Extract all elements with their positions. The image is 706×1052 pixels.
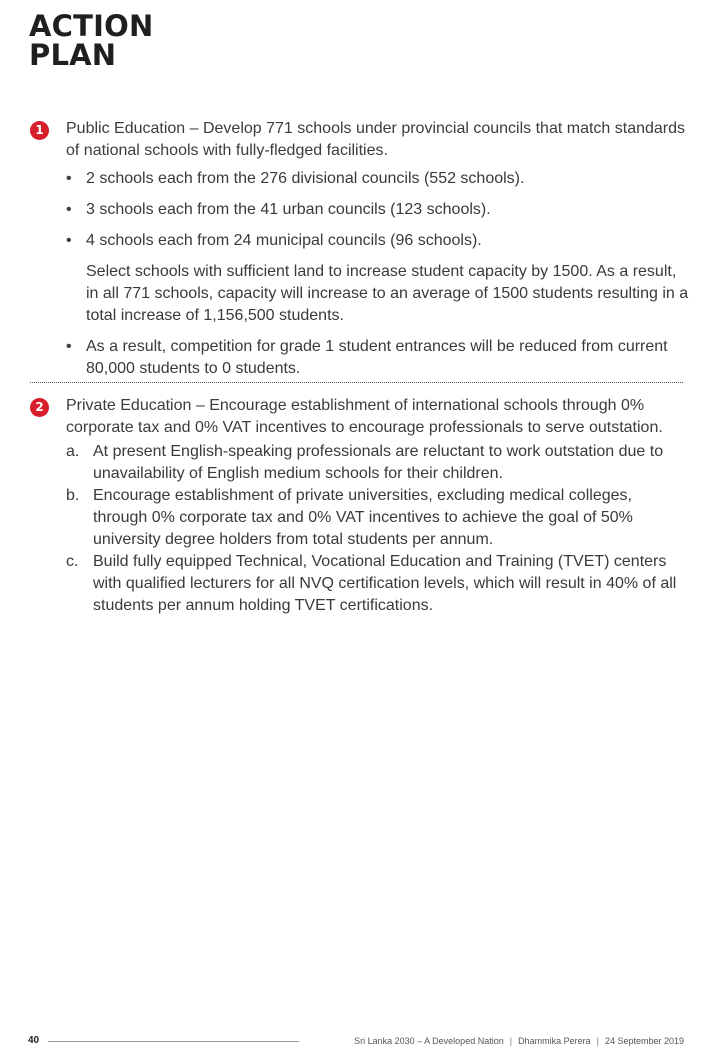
list-marker: c. — [66, 553, 79, 570]
page-title-line1: ACTION — [29, 9, 154, 43]
page-title-line2: PLAN — [29, 38, 117, 72]
section-number-badge: 2 — [30, 398, 49, 417]
lettered-list — [30, 441, 690, 617]
bullet-icon: • — [66, 170, 72, 187]
section-heading-text: Private Education – Encourage establishment of international schools through 0% corporate tax and 0% VAT incentives to encourage professionals to serve outstation. — [66, 397, 663, 436]
bullet-icon: • — [66, 338, 72, 355]
list-item-text: Build fully equipped Technical, Vocational Education and Training (TVET) centers with qualified lecturers for all NVQ certification levels, which will result in 40% of all students per annum holding TVET certifications. — [93, 553, 677, 614]
section-number-badge: 1 — [30, 121, 49, 140]
bullet-list — [30, 336, 690, 380]
list-marker: b. — [66, 487, 80, 504]
list-item — [66, 230, 690, 252]
footer-date: 24 September 2019 — [604, 1036, 684, 1046]
list-item — [66, 168, 690, 190]
list-item — [66, 336, 690, 380]
bullet-list — [30, 168, 690, 252]
section-private-education — [30, 395, 690, 617]
list-item — [66, 551, 690, 617]
section-heading-text: Public Education – Develop 771 schools under provincial councils that match standards of national schools with fully-fledged facilities. — [66, 120, 686, 159]
section-public-education — [30, 118, 690, 389]
footer-author: Dhammika Perera — [518, 1036, 591, 1046]
list-marker: a. — [66, 443, 80, 460]
capacity-paragraph: Select schools with sufficient land to increase student capacity by 1500. As a result, in all 771 schools, capacity will increase to an average of 1500 students resulting in a total increase of 1,156,500 students. — [86, 263, 689, 324]
footer-separator: | — [596, 1036, 599, 1046]
list-item-text: 2 schools each from the 276 divisional councils (552 schools). — [86, 170, 525, 187]
list-item-text: Encourage establishment of private universities, excluding medical colleges, through 0% corporate tax and 0% VAT incentives to achieve the goal of 50% university degree holders from total students per annum. — [93, 487, 633, 548]
list-item — [66, 441, 690, 485]
section-divider — [30, 382, 683, 383]
footer-publication: Sri Lanka 2030 – A Developed Nation — [354, 1036, 504, 1046]
page-title — [29, 9, 154, 72]
list-item-text: At present English-speaking professionals are reluctant to work outstation due to unavailability of English medium schools for their children. — [93, 443, 664, 482]
list-item — [66, 485, 690, 551]
footer-rule — [48, 1041, 299, 1042]
list-item-text: 4 schools each from 24 municipal councils (96 schools). — [86, 232, 482, 249]
list-item-text: As a result, competition for grade 1 student entrances will be reduced from current 80,000 students to 0 students. — [86, 338, 668, 377]
list-item — [66, 199, 690, 221]
page-footer — [28, 1034, 684, 1048]
footer-separator: | — [509, 1036, 513, 1046]
footer-meta — [354, 1034, 684, 1048]
list-item-text: 3 schools each from the 41 urban councils (123 schools). — [86, 201, 491, 218]
bullet-icon: • — [66, 232, 72, 249]
bullet-icon: • — [66, 201, 72, 218]
page-number: 40 — [28, 1035, 40, 1046]
